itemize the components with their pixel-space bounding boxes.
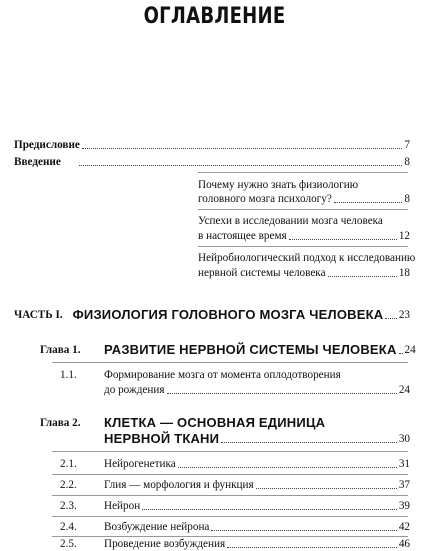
separator-line xyxy=(52,495,408,496)
part-number: ЧАСТЬ I. xyxy=(14,309,63,321)
leader-dots xyxy=(328,276,397,277)
toc-page-number: 23 xyxy=(398,309,410,321)
toc-entry-label: нервной системы человека xyxy=(198,267,326,279)
toc-entry-why-physiology[interactable] xyxy=(198,192,410,206)
separator-line xyxy=(198,209,408,210)
toc-entry-label: Глия — морфология и функция xyxy=(104,479,254,491)
toc-entry-section-1-1[interactable] xyxy=(104,383,410,397)
toc-page-number: 37 xyxy=(398,479,410,491)
section-number: 1.1. xyxy=(60,369,77,381)
leader-dots xyxy=(82,148,403,149)
chapter-number: Глава 1. xyxy=(40,344,81,356)
toc-entry-label: Проведение возбуждения xyxy=(104,538,226,550)
toc-entry-label: Успехи в исследовании мозга человека xyxy=(198,215,383,227)
page-title: ОГЛАВЛЕНИЕ xyxy=(143,4,286,29)
toc-entry-label: Возбуждение нейрона xyxy=(104,521,210,533)
toc-entry-label: Нейрон xyxy=(104,500,141,512)
toc-page-number: 18 xyxy=(398,267,410,279)
leader-dots xyxy=(256,488,397,489)
toc-entry-label: до рождения xyxy=(104,384,165,396)
leader-dots xyxy=(385,318,396,319)
chapter-title: РАЗВИТИЕ НЕРВНОЙ СИСТЕМЫ ЧЕЛОВЕКА xyxy=(104,342,397,357)
leader-dots xyxy=(79,165,403,166)
separator-line xyxy=(198,172,408,173)
toc-page-number: 24 xyxy=(404,344,416,356)
toc-entry-label: Предисловие xyxy=(14,139,80,151)
leader-dots xyxy=(167,393,397,394)
leader-dots xyxy=(289,239,397,240)
leader-dots xyxy=(399,353,403,354)
separator-line xyxy=(52,451,408,452)
toc-page-number: 39 xyxy=(398,500,410,512)
toc-page-number: 8 xyxy=(404,193,410,205)
section-number: 2.4. xyxy=(60,521,77,533)
toc-entry-research-success[interactable] xyxy=(198,229,410,243)
toc-entry-introduction[interactable] xyxy=(14,155,410,169)
toc-entry-section-2-3[interactable] xyxy=(104,499,410,513)
leader-dots xyxy=(227,547,397,548)
toc-entry-label: Нейробиологический подход к исследованию xyxy=(198,252,416,264)
toc-page-number: 7 xyxy=(404,139,410,151)
section-number: 2.3. xyxy=(60,500,77,512)
toc-page-number: 30 xyxy=(398,433,410,445)
chapter-title: КЛЕТКА — ОСНОВНАЯ ЕДИНИЦА xyxy=(104,415,326,430)
separator-line xyxy=(52,362,408,363)
section-number: 2.1. xyxy=(60,458,77,470)
leader-dots xyxy=(221,442,397,443)
separator-line xyxy=(198,246,408,247)
toc-page-number: 42 xyxy=(398,521,410,533)
toc-entry-label: Нейрогенетика xyxy=(104,458,176,470)
toc-page-number: 8 xyxy=(404,156,410,168)
leader-dots xyxy=(334,202,403,203)
toc-page-number: 31 xyxy=(398,458,410,470)
toc-entry-label: Почему нужно знать физиологию xyxy=(198,179,359,191)
toc-entry-label: Введение xyxy=(14,156,61,168)
toc-entry-neurobiological-approach[interactable] xyxy=(198,266,410,280)
toc-entry-section-2-2[interactable] xyxy=(104,478,410,492)
separator-line xyxy=(52,474,408,475)
toc-page-number: 24 xyxy=(398,384,410,396)
section-number: 2.2. xyxy=(60,479,77,491)
leader-dots xyxy=(178,467,397,468)
chapter-title: НЕРВНОЙ ТКАНИ xyxy=(104,431,220,446)
toc-entry-preface[interactable] xyxy=(14,138,410,152)
leader-dots xyxy=(142,509,397,510)
toc-entry-chapter-1[interactable] xyxy=(104,342,416,357)
toc-entry-section-2-5[interactable] xyxy=(104,537,410,551)
toc-entry-part-1[interactable] xyxy=(14,308,410,322)
toc-entry-label: в настоящее время xyxy=(198,230,287,242)
toc-entry-chapter-2[interactable] xyxy=(104,432,410,446)
chapter-number: Глава 2. xyxy=(40,417,81,429)
toc-entry-section-2-1[interactable] xyxy=(104,457,410,471)
leader-dots xyxy=(211,530,396,531)
toc-entry-section-2-4[interactable] xyxy=(104,520,410,534)
section-number: 2.5. xyxy=(60,538,77,550)
separator-line xyxy=(52,516,408,517)
part-title: ФИЗИОЛОГИЯ ГОЛОВНОГО МОЗГА ЧЕЛОВЕКА xyxy=(72,307,384,322)
toc-page-number: 12 xyxy=(398,230,410,242)
toc-page-number: 46 xyxy=(398,538,410,550)
toc-entry-label: Формирование мозга от момента оплодотворения xyxy=(104,369,341,381)
toc-entry-label: головного мозга психологу? xyxy=(198,193,332,205)
